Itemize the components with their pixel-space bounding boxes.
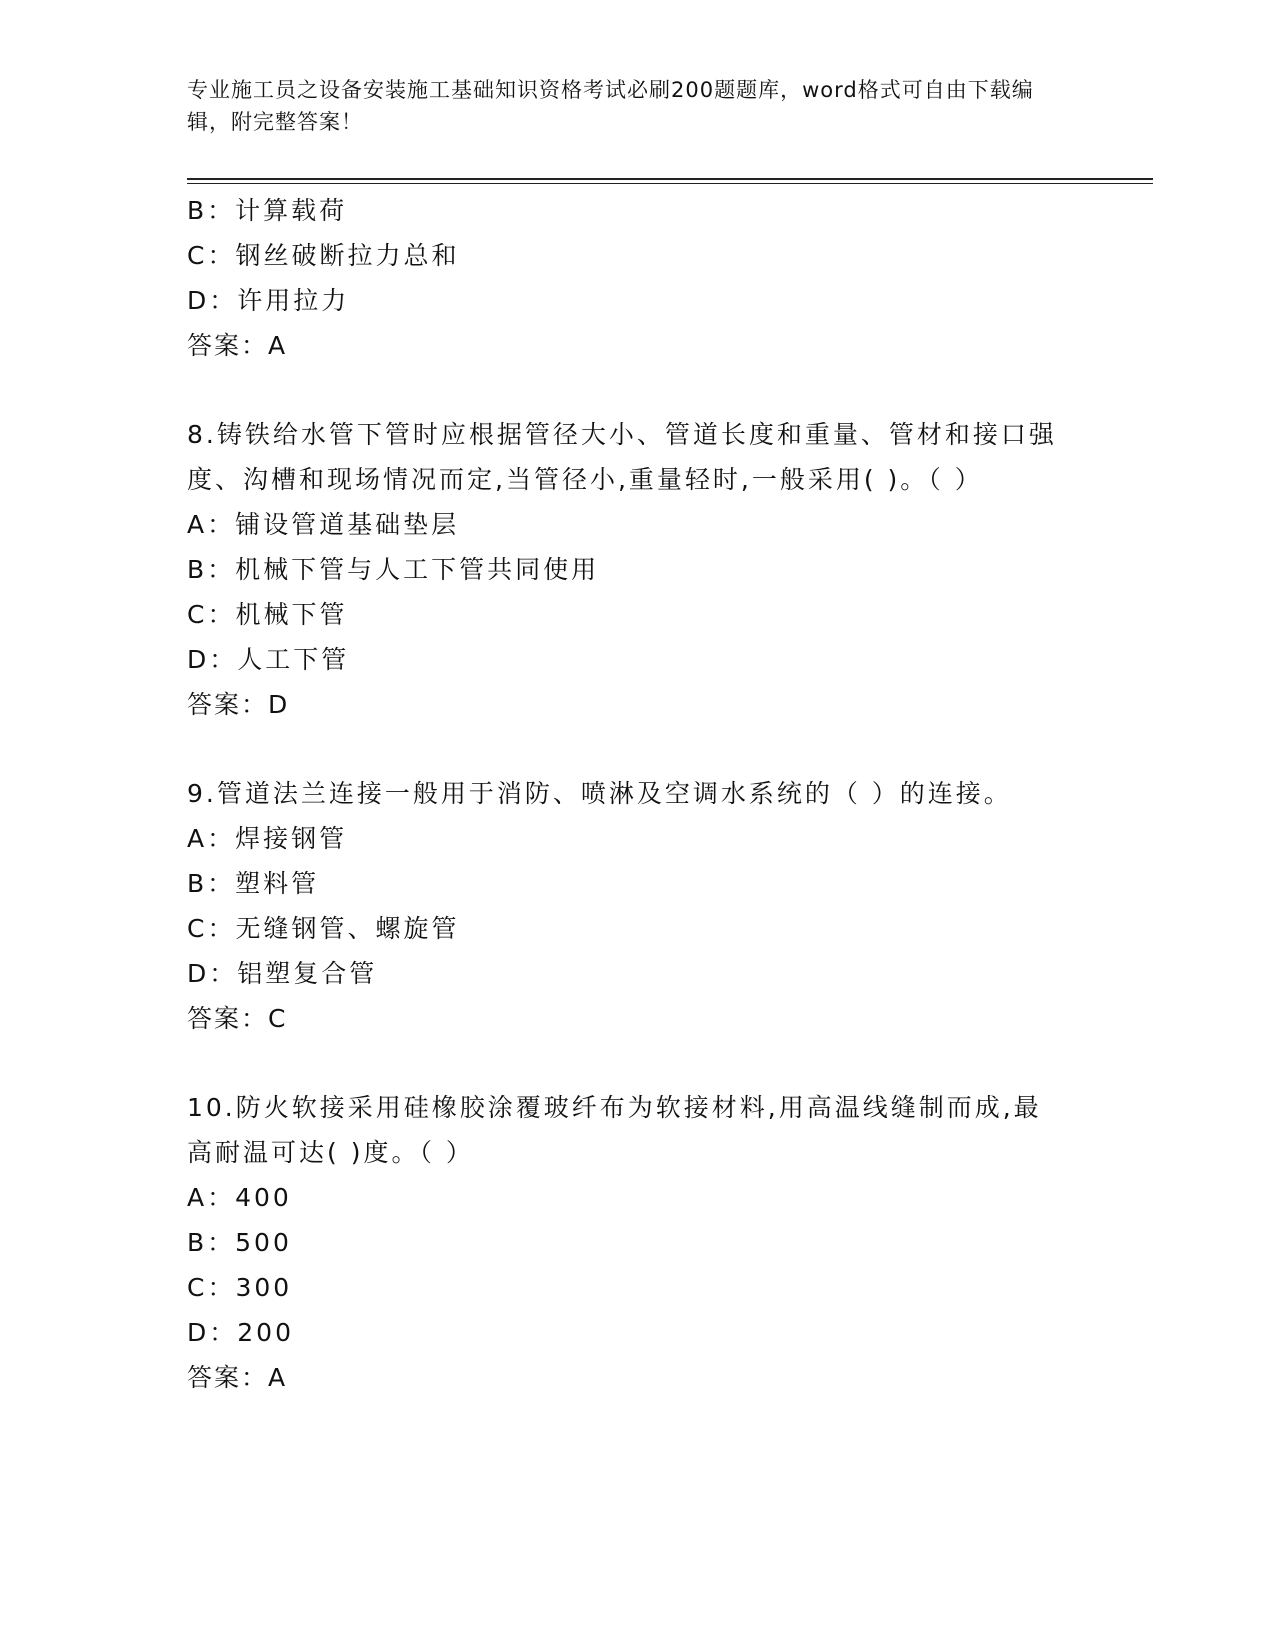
answer-line: 答案：A	[187, 331, 288, 360]
option-key: B：	[187, 869, 236, 898]
option-text: 人工下管	[237, 645, 350, 674]
option-key: B：	[187, 555, 236, 584]
option-line	[187, 906, 1087, 951]
option-line	[187, 1310, 1087, 1355]
option-key: B：	[187, 1228, 236, 1257]
option-line	[187, 547, 1087, 592]
answer-line: 答案：A	[187, 1363, 288, 1392]
option-line	[187, 592, 1087, 637]
option-line	[187, 188, 1087, 233]
document-header: 专业施工员之设备安装施工基础知识资格考试必刷200题题库，word格式可自由下载编辑，附完整答案！	[187, 78, 1034, 134]
option-line	[187, 1175, 1087, 1220]
option-text: 机械下管	[235, 600, 348, 629]
option-text: 无缝钢管、螺旋管	[235, 914, 460, 943]
question-block	[187, 1085, 1087, 1400]
option-text: 焊接钢管	[235, 824, 348, 853]
question-block	[187, 412, 1087, 727]
option-text: 铺设管道基础垫层	[235, 510, 460, 539]
option-line	[187, 951, 1087, 996]
option-key: D：	[187, 959, 238, 988]
answer-line: 答案：D	[187, 690, 290, 719]
question-text: 9.管道法兰连接一般用于消防、喷淋及空调水系统的（ ）的连接。	[187, 779, 1012, 808]
option-line	[187, 278, 1087, 323]
option-text: 铝塑复合管	[237, 959, 378, 988]
option-text: 塑料管	[235, 869, 320, 898]
option-key: D：	[187, 1318, 238, 1347]
option-text: 500	[235, 1228, 292, 1257]
option-line	[187, 233, 1087, 278]
question-block	[187, 771, 1087, 1041]
option-key: D：	[187, 645, 238, 674]
option-key: A：	[187, 1183, 236, 1212]
option-key: A：	[187, 824, 236, 853]
option-text: 200	[237, 1318, 294, 1347]
option-key: C：	[187, 600, 236, 629]
option-text: 400	[235, 1183, 292, 1212]
option-text: 计算载荷	[235, 196, 348, 225]
option-line	[187, 861, 1087, 906]
option-text: 钢丝破断拉力总和	[235, 241, 460, 270]
option-key: D：	[187, 286, 238, 315]
document-content	[187, 188, 1087, 1400]
option-line	[187, 1220, 1087, 1265]
question-text: 8.铸铁给水管下管时应根据管径大小、管道长度和重量、管材和接口强度、沟槽和现场情况而定,当管径小,重量轻时,一般采用( )。（ ）	[187, 420, 1057, 494]
option-text: 机械下管与人工下管共同使用	[235, 555, 600, 584]
option-key: C：	[187, 1273, 236, 1302]
header-rule-thick	[187, 178, 1153, 180]
option-line	[187, 816, 1087, 861]
option-key: C：	[187, 241, 236, 270]
option-key: B：	[187, 196, 236, 225]
option-text: 300	[235, 1273, 293, 1302]
answer-line: 答案：C	[187, 1004, 288, 1033]
option-key: C：	[187, 914, 236, 943]
option-line	[187, 637, 1087, 682]
option-line	[187, 502, 1087, 547]
question-text: 10.防火软接采用硅橡胶涂覆玻纤布为软接材料,用高温线缝制而成,最高耐温可达( )度。（ ）	[187, 1093, 1042, 1167]
option-key: A：	[187, 510, 236, 539]
option-line	[187, 1265, 1087, 1310]
option-text: 许用拉力	[237, 286, 350, 315]
header-rule-thin	[187, 183, 1153, 184]
prev-question-block	[187, 188, 1087, 368]
